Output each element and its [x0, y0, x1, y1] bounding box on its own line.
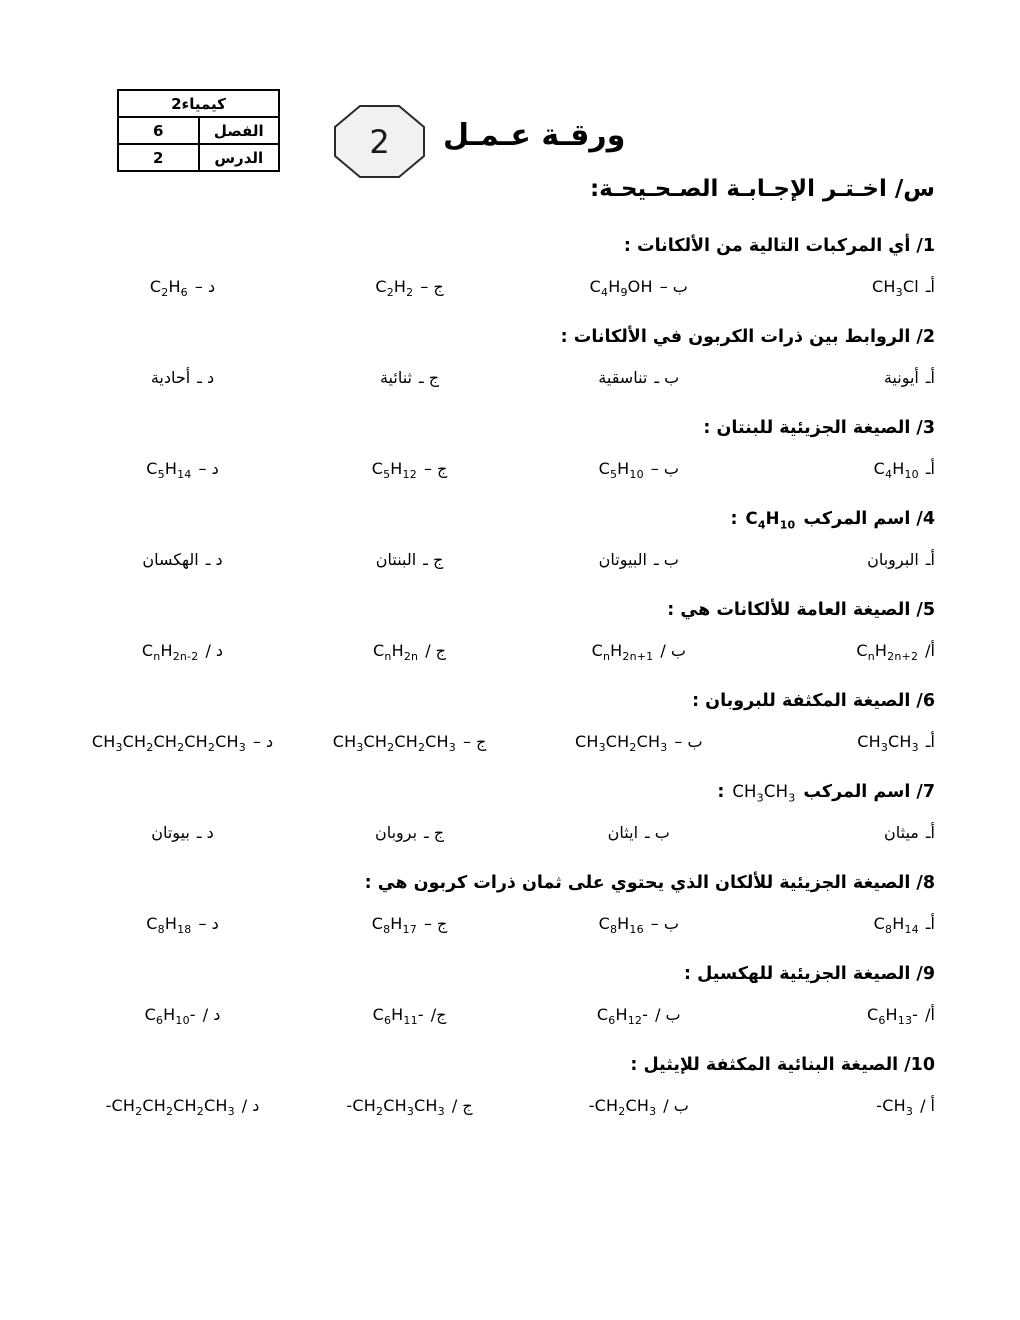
option-letter: ب –: [650, 914, 679, 933]
option-letter: د –: [194, 277, 216, 296]
answer-option: [753, 550, 935, 569]
question-colon: :: [730, 509, 738, 529]
question-statement: 4/ اسم المركب: [803, 509, 935, 529]
option-letter: ج ـ: [418, 368, 440, 387]
option-formula: $CH_3CH_2CH_3$: [574, 732, 668, 755]
option-letter: أ /: [920, 1096, 935, 1115]
option-letter: ب –: [659, 277, 688, 296]
question-statement: 3/ الصيغة الجزيئية للبنتان :: [703, 418, 935, 438]
option-formula: $C_6H_{12}-$: [596, 1005, 649, 1028]
answer-option: [524, 1096, 753, 1119]
question-statement: 5/ الصيغة العامة للألكانات هي :: [667, 600, 935, 620]
option-letter: أ/: [925, 641, 935, 660]
answer-option: [70, 823, 295, 842]
answer-option: [753, 459, 935, 482]
option-formula: $C_nH_{2n-2}$: [141, 641, 199, 664]
answer-options-row: [70, 641, 935, 664]
question-statement: 10/ الصيغة البنائية المكثفة للإيثيل :: [630, 1055, 935, 1075]
question-block: [70, 600, 935, 691]
answer-option: [295, 1005, 524, 1028]
info-lesson-value: 2: [118, 144, 199, 171]
option-letter: ج ـ: [423, 550, 444, 569]
option-letter: د ـ: [196, 823, 214, 842]
question-formula: $C_4H_{10}$: [745, 509, 796, 532]
option-formula: $-CH_2CH_2CH_2CH_3$: [105, 1096, 235, 1119]
option-letter: أـ: [925, 277, 935, 296]
option-formula: $C_6H_{10}-$: [144, 1005, 196, 1028]
option-formula: $CH_3CH_3$: [857, 732, 919, 755]
option-formula: $-CH_3$: [876, 1096, 914, 1119]
question-statement: 2/ الروابط بين ذرات الكربون في الألكانات :: [560, 327, 935, 347]
option-letter: ب ـ: [654, 550, 679, 569]
question-text: [70, 782, 935, 805]
option-formula: $C_8H_{16}$: [598, 914, 644, 937]
question-statement: 8/ الصيغة الجزيئية للألكان الذي يحتوي على ثمان ذرات كربون هي :: [364, 873, 935, 893]
option-text: بيوتان: [151, 823, 190, 842]
answer-option: [70, 914, 295, 937]
question-text: [70, 691, 935, 711]
option-letter: د ـ: [197, 368, 215, 387]
question-text: [70, 1055, 935, 1075]
option-letter: أـ: [925, 459, 935, 478]
answer-option: [295, 459, 524, 482]
question-block: [70, 782, 935, 873]
question-text: [70, 236, 935, 256]
option-letter: أـ: [925, 914, 935, 933]
answer-option: [70, 550, 295, 569]
question-statement: 6/ الصيغة المكثفة للبروبان :: [692, 691, 935, 711]
option-text: الهكسان: [142, 550, 199, 569]
option-text: البروبان: [867, 550, 919, 569]
option-letter: د –: [198, 459, 219, 478]
info-chapter-label: الفصل: [199, 117, 280, 144]
option-letter: د /: [241, 1096, 260, 1115]
option-text: ثنائية: [379, 368, 412, 387]
answer-option: [753, 368, 935, 387]
option-formula: $C_6H_{13}-$: [866, 1005, 919, 1028]
option-formula: $CH_3CH_2CH_2CH_2CH_3$: [91, 732, 246, 755]
option-letter: ب /: [655, 1005, 681, 1024]
question-block: [70, 509, 935, 600]
info-table: [117, 89, 280, 172]
option-formula: $C_6H_{11}-$: [372, 1005, 424, 1028]
option-letter: ج /: [451, 1096, 473, 1115]
answer-option: [70, 1096, 295, 1119]
option-letter: د –: [252, 732, 274, 751]
answer-option: [524, 823, 753, 842]
option-letter: ج –: [423, 914, 448, 933]
option-text: بروبان: [374, 823, 418, 842]
answer-option: [524, 459, 753, 482]
answer-option: [70, 368, 295, 387]
option-letter: ج –: [423, 459, 448, 478]
option-text: البنتان: [375, 550, 417, 569]
question-text: [70, 873, 935, 893]
answer-option: [753, 732, 935, 755]
option-letter: ب –: [650, 459, 679, 478]
answer-option: [524, 641, 753, 664]
answer-option: [295, 550, 524, 569]
question-statement: 1/ أي المركبات التالية من الألكانات :: [623, 236, 935, 256]
option-formula: $C_8H_{18}$: [146, 914, 192, 937]
option-formula: $C_4H_{10}$: [873, 459, 919, 482]
option-formula: $C_nH_{2n+2}$: [856, 641, 919, 664]
option-formula: $C_5H_{10}$: [598, 459, 644, 482]
option-letter: د /: [202, 1005, 221, 1024]
answer-option: [524, 550, 753, 569]
option-formula: $-CH_2CH_3CH_3$: [346, 1096, 445, 1119]
option-letter: د ـ: [205, 550, 223, 569]
answer-options-row: [70, 732, 935, 755]
answer-option: [70, 732, 295, 755]
answer-option: [70, 1005, 295, 1028]
option-text: أيونية: [883, 368, 919, 387]
question-text: [70, 964, 935, 984]
answer-options-row: [70, 550, 935, 569]
option-text: ميثان: [884, 823, 919, 842]
option-letter: ب –: [674, 732, 703, 751]
option-formula: $C_5H_{12}$: [371, 459, 417, 482]
questions-list: [70, 236, 935, 1146]
answer-options-row: [70, 914, 935, 937]
option-letter: ب /: [660, 641, 686, 660]
answer-options-row: [70, 368, 935, 387]
question-colon: :: [717, 782, 725, 802]
question-block: [70, 418, 935, 509]
option-formula: $CH_3Cl$: [872, 277, 919, 300]
answer-option: [70, 641, 295, 664]
info-chapter-value: 6: [118, 117, 199, 144]
option-formula: $C_2H_2$: [375, 277, 414, 300]
option-letter: ج –: [420, 277, 444, 296]
answer-option: [753, 823, 935, 842]
option-formula: $C_nH_{2n}$: [373, 641, 419, 664]
info-subject: كيمياء2: [118, 90, 279, 117]
answer-option: [295, 1096, 524, 1119]
option-letter: ب /: [663, 1096, 689, 1115]
option-formula: $C_4H_9OH$: [589, 277, 653, 300]
answer-option: [295, 823, 524, 842]
worksheet-number-badge: [333, 104, 426, 179]
option-letter: أـ: [925, 732, 935, 751]
option-formula: $CH_3CH_2CH_2CH_3$: [332, 732, 456, 755]
option-letter: ج –: [462, 732, 487, 751]
answer-options-row: [70, 1096, 935, 1119]
answer-option: [295, 914, 524, 937]
option-letter: د /: [205, 641, 224, 660]
answer-option: [295, 641, 524, 664]
answer-option: [524, 1005, 753, 1028]
option-text: البيوتان: [598, 550, 647, 569]
option-letter: ج /: [425, 641, 447, 660]
worksheet-number: 2: [369, 122, 390, 161]
answer-option: [524, 732, 753, 755]
answer-option: [753, 277, 935, 300]
question-statement: 9/ الصيغة الجزيئية للهكسيل :: [684, 964, 935, 984]
option-formula: $C_8H_{17}$: [371, 914, 417, 937]
option-letter: ب ـ: [654, 368, 680, 387]
question-block: [70, 236, 935, 327]
question-block: [70, 873, 935, 964]
question-text: [70, 327, 935, 347]
answer-option: [295, 368, 524, 387]
question-block: [70, 1055, 935, 1146]
question-text: [70, 509, 935, 532]
answer-option: [753, 1005, 935, 1028]
answer-options-row: [70, 1005, 935, 1028]
answer-option: [70, 277, 295, 300]
option-letter: أـ: [925, 368, 935, 387]
page-title: ورقـة عـمـل: [443, 118, 626, 153]
answer-option: [753, 1096, 935, 1119]
answer-options-row: [70, 277, 935, 300]
option-formula: $C_nH_{2n+1}$: [591, 641, 654, 664]
info-lesson-label: الدرس: [199, 144, 280, 171]
answer-option: [753, 914, 935, 937]
option-letter: ج/: [430, 1005, 447, 1024]
option-formula: $-CH_2CH_3$: [588, 1096, 657, 1119]
answer-option: [295, 277, 524, 300]
option-text: تناسقية: [598, 368, 648, 387]
answer-option: [753, 641, 935, 664]
question-block: [70, 964, 935, 1055]
option-letter: أ/: [925, 1005, 935, 1024]
option-formula: $C_8H_{14}$: [873, 914, 919, 937]
answer-options-row: [70, 459, 935, 482]
question-text: [70, 600, 935, 620]
question-statement: 7/ اسم المركب: [803, 782, 935, 802]
option-formula: $C_5H_{14}$: [146, 459, 192, 482]
answer-option: [524, 914, 753, 937]
option-letter: ج ـ: [424, 823, 445, 842]
answer-option: [70, 459, 295, 482]
option-text: ايثان: [607, 823, 639, 842]
question-text: [70, 418, 935, 438]
option-text: أحادية: [150, 368, 191, 387]
question-block: [70, 327, 935, 418]
choose-answer-heading: س/ اخـتـر الإجـابـة الصـحـيحـة:: [589, 176, 935, 202]
option-letter: أـ: [925, 823, 935, 842]
question-block: [70, 691, 935, 782]
answer-option: [524, 277, 753, 300]
answer-option: [524, 368, 753, 387]
option-letter: ب ـ: [645, 823, 670, 842]
option-letter: أـ: [925, 550, 935, 569]
answer-option: [295, 732, 524, 755]
question-formula: $CH_3CH_3$: [732, 782, 796, 805]
option-formula: $C_2H_6$: [149, 277, 188, 300]
option-letter: د –: [198, 914, 219, 933]
answer-options-row: [70, 823, 935, 842]
